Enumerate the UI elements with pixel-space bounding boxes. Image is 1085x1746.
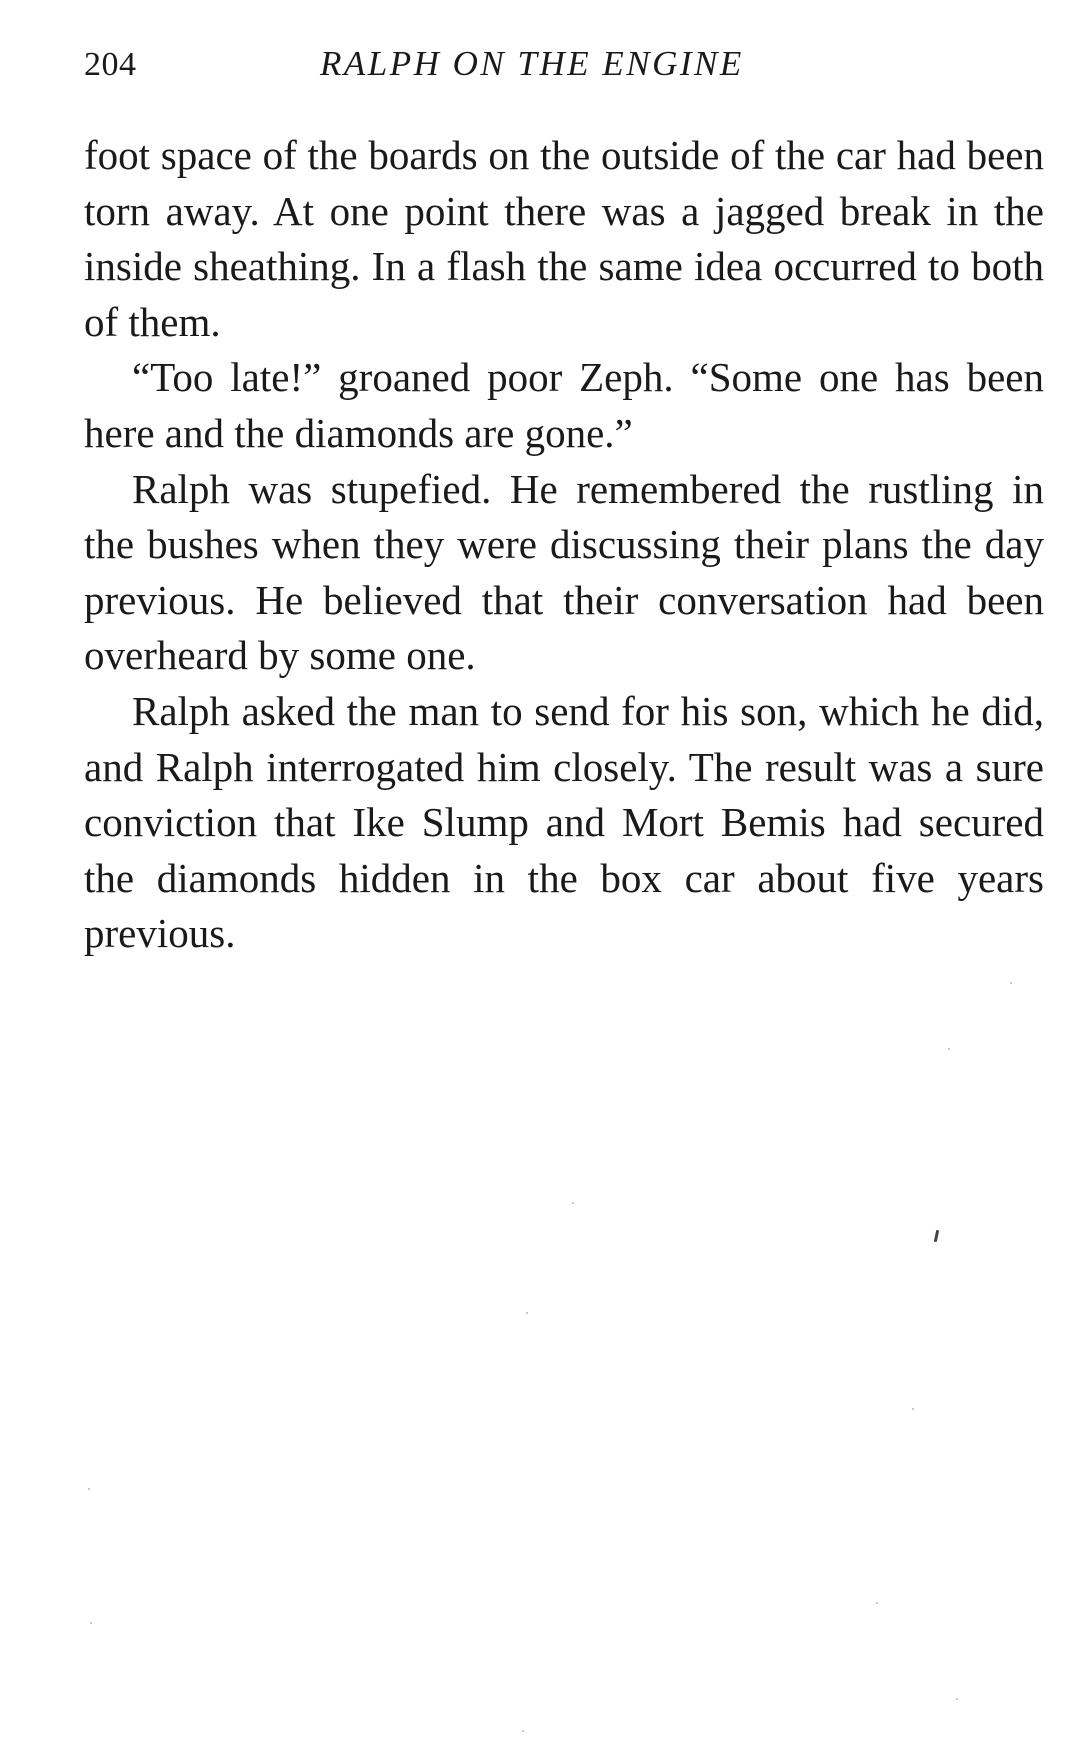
scan-speck <box>572 1202 574 1204</box>
page-header <box>84 44 1044 94</box>
scan-speck <box>1010 982 1012 984</box>
scan-speck <box>522 1730 524 1732</box>
paragraph-ralph-interrogation: Ralph asked the man to send for his son, which he did, and Ralph interrogated him closely. The result was a sure conviction that Ike Slump and Mort Bemis had secured the diamonds hidden in the box car about five years previous. <box>84 687 1044 957</box>
scan-speck <box>88 1488 90 1490</box>
scan-speck <box>956 1698 958 1700</box>
page-number: 204 <box>84 46 137 83</box>
scan-speck <box>526 1312 528 1314</box>
paragraph-continued: foot space of the boards on the outside of the car had been torn away. At one point there was a jagged break in the inside sheathing. In a flash the same idea occurred to both of them. <box>84 132 1044 345</box>
scan-speck <box>948 1048 950 1050</box>
running-head: RALPH ON THE ENGINE <box>320 44 744 83</box>
scan-speck <box>90 1622 92 1624</box>
scan-speck <box>912 1408 914 1410</box>
scan-speck <box>876 1602 878 1604</box>
paragraph-zeph-dialogue: “Too late!” groaned poor Zeph. “Some one has been here and the diamonds are gone.” <box>84 354 1044 456</box>
paragraph-ralph-stupefied: Ralph was stupefied. He remembered the rustling in the bushes when they were discussing their plans the day previous. He believed that their conversation had been overheard by some one. <box>84 465 1044 679</box>
body-text <box>84 128 1044 962</box>
scan-speck <box>934 1230 939 1242</box>
